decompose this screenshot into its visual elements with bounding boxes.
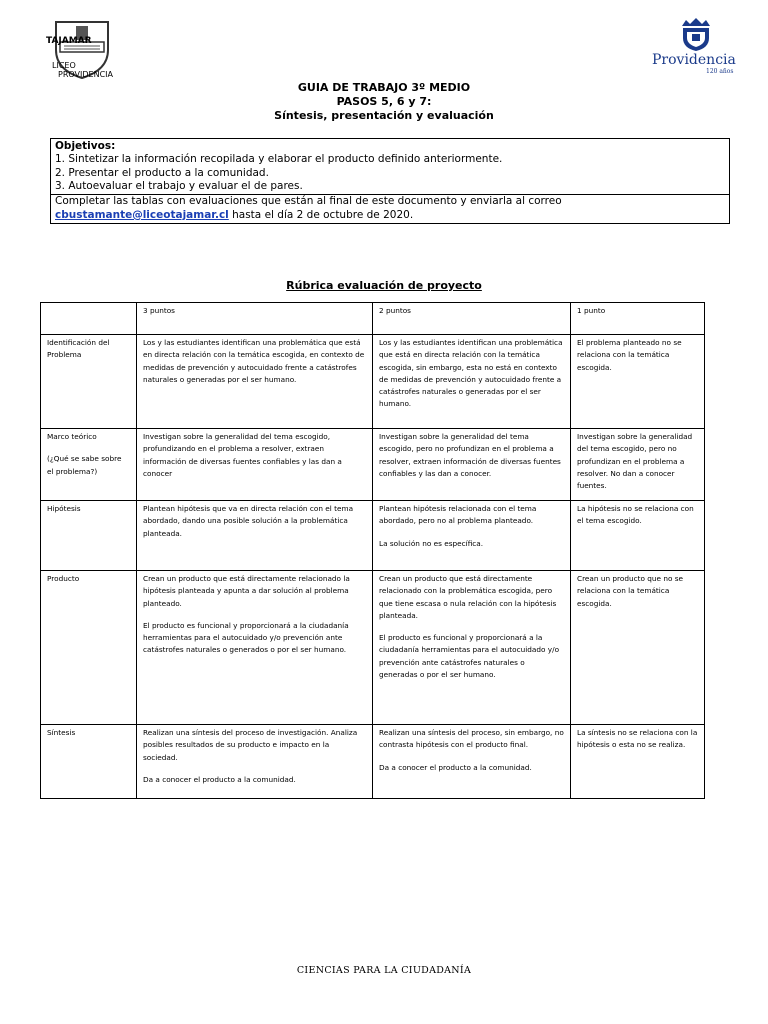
rubric-title: Rúbrica evaluación de proyecto [286, 279, 482, 292]
criterion-label: Identificación del Problema [47, 338, 110, 360]
rubric-descriptor: El producto es funcional y proporcionará a la ciudadanía herramientas para el autocuidado y/o prevención ante catástrofes naturales o generados o por el ser humano. [143, 620, 349, 655]
rubric-criterion-cell [41, 501, 137, 571]
guide-subtitle: Síntesis, presentación y evaluación [274, 109, 494, 122]
criterion-label: Hipótesis [47, 504, 81, 513]
school-name-top: TAJAMAR [46, 36, 92, 46]
rubric-criterion-cell [41, 725, 137, 799]
rubric-descriptor: El problema planteado no se relaciona con la temática escogida. [577, 338, 682, 372]
page-footer: CIENCIAS PARA LA CIUDADANÍA [296, 965, 472, 976]
rubric-p2-cell [373, 501, 571, 571]
rubric-p3-cell [137, 501, 373, 571]
rubric-descriptor: Realizan una síntesis del proceso de investigación. Analiza posibles resultados de su producto e impacto en la sociedad. [143, 728, 358, 762]
rubric-descriptor: Los y las estudiantes identifican una problemática que está en directa relación con la temática escogida, en contexto de medidas de prevención y autocuidado frente a catástrofes naturales o generadas por el ser humano. [143, 338, 365, 384]
rubric-descriptor: Da a conocer el producto a la comunidad. [379, 762, 532, 772]
rubric-descriptor: El producto es funcional y proporcionará a la ciudadanía herramientas para el autocuidado y/o prevención ante catástrofes naturales o generadas o por el ser humano. [379, 633, 560, 680]
rubric-descriptor: Da a conocer el producto a la comunidad. [143, 774, 296, 784]
rubric-p2-cell [373, 335, 571, 429]
rubric-descriptor: La solución no es específica. [379, 538, 484, 548]
rubric-descriptor: Los y las estudiantes identifican una problemática que está en directa relación con la temática escogida, sin embargo, esta no está en contexto de medidas de prevención y autocuidado frente a catástrofes naturales o generadas por el ser humano. [379, 338, 563, 409]
rubric-descriptor: Investigan sobre la generalidad del tema escogido, profundizando en el problema a resolver, extraen información de diversas fuentes confiables y las dan a conocer [143, 432, 342, 478]
rubric-descriptor: Crean un producto que está directamente relacionado la hipótesis planteada y apunta a dar solución al problema planteado. [143, 574, 350, 608]
rubric-descriptor: La síntesis no se relaciona con la hipótesis o esta no se realiza. [577, 728, 698, 750]
email-link[interactable]: cbustamante@liceotajamar.cl [55, 208, 229, 221]
rubric-criterion-cell [41, 571, 137, 725]
rubric-p1-cell [571, 429, 705, 501]
rubric-p3-cell [137, 429, 373, 501]
rubric-descriptor: Realizan una síntesis del proceso, sin embargo, no contrasta hipótesis con el producto final. [379, 728, 564, 750]
criterion-label: Síntesis [47, 728, 76, 737]
rubric-header-cell: 3 puntos [137, 303, 373, 335]
objective-item: 2. Presentar el producto a la comunidad. [55, 166, 269, 179]
rubric-descriptor: Plantean hipótesis relacionada con el tema abordado, pero no al problema planteado. [379, 504, 537, 526]
rubric-table [40, 302, 705, 799]
rubric-descriptor: Investigan sobre la generalidad del tema escogido, pero no profundizan en el problema a resolver, extraen información de diversas fuentes confiables y las dan a conocer. [379, 432, 561, 478]
instruction-deadline: hasta el día 2 de octubre de 2020. [228, 208, 414, 221]
municipality-crest-icon [678, 16, 714, 52]
rubric-p1-cell [571, 501, 705, 571]
rubric-p3-cell [137, 335, 373, 429]
rubric-p2-cell [373, 571, 571, 725]
rubric-p2-cell [373, 429, 571, 501]
criterion-note: (¿Qué se sabe sobre el problema?) [47, 454, 122, 476]
rubric-p1-cell [571, 725, 705, 799]
objective-item: 3. Autoevaluar el trabajo y evaluar el de pares. [55, 180, 303, 192]
school-name-line1: LICEO [52, 61, 76, 70]
rubric-header-cell [41, 303, 137, 335]
rubric-row [41, 429, 705, 501]
rubric-p2-cell [373, 725, 571, 799]
rubric-row [41, 571, 705, 725]
rubric-descriptor: Crean un producto que está directamente relacionado con la problemática escogida, pero que tiene escasa o nula relación con la hipótesis planteada. [379, 574, 557, 620]
rubric-p3-cell [137, 725, 373, 799]
guide-title: GUIA DE TRABAJO 3º MEDIO [297, 81, 471, 94]
guide-steps: PASOS 5, 6 y 7: [336, 95, 432, 108]
instruction-line: Completar las tablas con evaluaciones que están al final de este documento y enviarla al correo [55, 195, 562, 207]
rubric-p1-cell [571, 335, 705, 429]
rubric-descriptor: Crean un producto que no se relaciona con la temática escogida. [577, 574, 684, 608]
rubric-descriptor: Investigan sobre la generalidad del tema escogido, pero no profundizan en el problema a resolver. No dan a conocer fuentes. [577, 432, 693, 491]
rubric-descriptor: Plantean hipótesis que va en directa relación con el tema abordado, dando una posible solución a la problemática planteada. [143, 504, 354, 538]
rubric-descriptor: La hipótesis no se relaciona con el tema escogido. [577, 504, 694, 526]
rubric-p1-cell [571, 571, 705, 725]
objectives-heading: Objetivos: [55, 140, 116, 152]
objectives-box [50, 138, 730, 224]
criterion-label: Producto [47, 574, 80, 583]
rubric-row [41, 725, 705, 799]
criterion-label: Marco teórico [47, 432, 97, 441]
rubric-p3-cell [137, 571, 373, 725]
school-name-line2: PROVIDENCIA [58, 70, 113, 79]
municipality-years: 120 años [706, 68, 734, 75]
rubric-criterion-cell [41, 335, 137, 429]
rubric-header-row [41, 303, 705, 335]
rubric-criterion-cell [41, 429, 137, 501]
rubric-header-cell: 2 puntos [373, 303, 571, 335]
instruction-line-2 [55, 209, 413, 223]
rubric-header-cell: 1 punto [571, 303, 705, 335]
objective-item: 1. Sintetizar la información recopilada y elaborar el producto definido anteriormente. [55, 153, 503, 165]
rubric-row [41, 501, 705, 571]
municipality-name: Providencia [652, 52, 736, 68]
rubric-row [41, 335, 705, 429]
